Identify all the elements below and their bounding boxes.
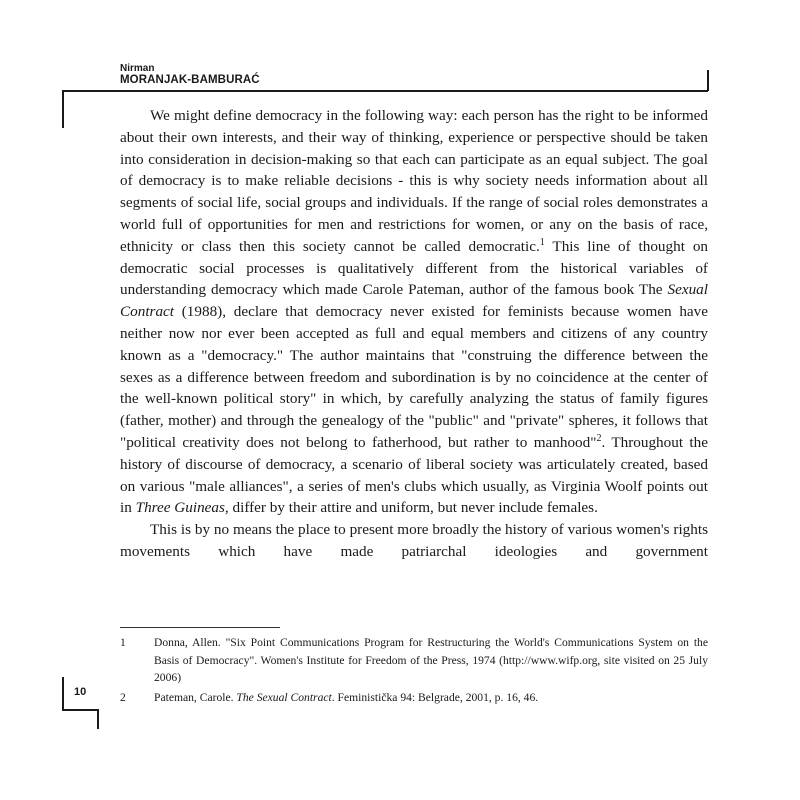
footnote-text <box>154 689 708 707</box>
body-text <box>120 105 708 563</box>
text-segment: . Throughout the history of discourse of democracy, a scenario of liberal society was articulately created, based on various "male alliances", a series of men's clubs which usually, as Virginia Woolf points out in <box>120 433 708 517</box>
paragraph-2 <box>120 519 708 563</box>
page-number-rule-up-tick <box>62 677 64 710</box>
footnote-ref-1: 1 <box>539 236 545 248</box>
footnote-1 <box>120 634 708 687</box>
paragraph-1 <box>120 105 708 519</box>
footnote-text: Donna, Allen. "Six Point Communications Program for Restructuring the World's Communications System on the Basis of Democracy". Women's Institute for Freedom of the Press, 1974 (http://www.wifp.org, site visited on 25 July 2006) <box>154 636 708 684</box>
book-title-sexual-contract: Sexual Contract <box>120 281 708 321</box>
page-number-rule <box>62 709 98 711</box>
footnote-separator <box>120 627 280 628</box>
header-rule-right-tick <box>707 70 709 91</box>
text-segment: , differ by their attire and uniform, but never include females. <box>224 499 598 517</box>
text-segment: We might define democracy in the following way: each person has the right to be informed about their own interests, and their way of thinking, experience or perspective should be taken into consideration in decision-making so that each can participate as an equal subject. The goal of democracy is to make reliable decisions - this is why society needs information about all segments of social life, social groups and individuals. If the range of social roles demonstrates a world full of opportunities for men and restrictions for women, or any on the basis of race, ethnicity or class then this society cannot be called democratic. <box>120 107 708 255</box>
header-rule <box>62 90 708 92</box>
author-first-name: Nirman <box>120 63 155 74</box>
text-segment: This line of thought on democratic social processes is qualitatively different from the historical variables of understanding democracy which made Carole Pateman, author of the famous book The <box>120 237 709 299</box>
text-segment: This is by no means the place to present more broadly the history of various women's rights movements which have made patriarchal ideologies and government <box>120 521 708 560</box>
author-last-name: MORANJAK-BAMBURAĆ <box>120 74 260 86</box>
page-number: 10 <box>74 686 87 698</box>
footnote-ref-2: 2 <box>596 432 602 444</box>
footnote-book-title: The Sexual Contract <box>236 690 332 704</box>
running-header <box>120 64 260 87</box>
footnote-2 <box>120 689 708 707</box>
footnotes <box>120 634 708 708</box>
header-rule-left-tick <box>62 90 64 128</box>
footnote-number: 1 <box>120 636 126 649</box>
book-title-three-guineas: Three Guineas <box>135 499 225 517</box>
footnote-text-after: . Feministička 94: Belgrade, 2001, p. 16, 46. <box>331 690 539 704</box>
page-number-rule-down-tick <box>97 709 99 729</box>
footnote-number: 2 <box>120 690 126 704</box>
text-segment: (1988), declare that democracy never existed for feminists because women have neither now nor ever been accepted as full and equal members and citizens of any country known as a "democracy." The author maintains that "construing the difference between the sexes as a difference between freedom and subordination is by no coincidence at the center of the well-known political story" in which, by carefully analyzing the status of family figures (father, mother) and through the genealogy of the "public" and "private" spheres, it follows that "political creativity does not belong to fatherhood, but rather to manhood" <box>120 303 708 451</box>
footnote-text-before: Pateman, Carole. <box>154 690 237 704</box>
